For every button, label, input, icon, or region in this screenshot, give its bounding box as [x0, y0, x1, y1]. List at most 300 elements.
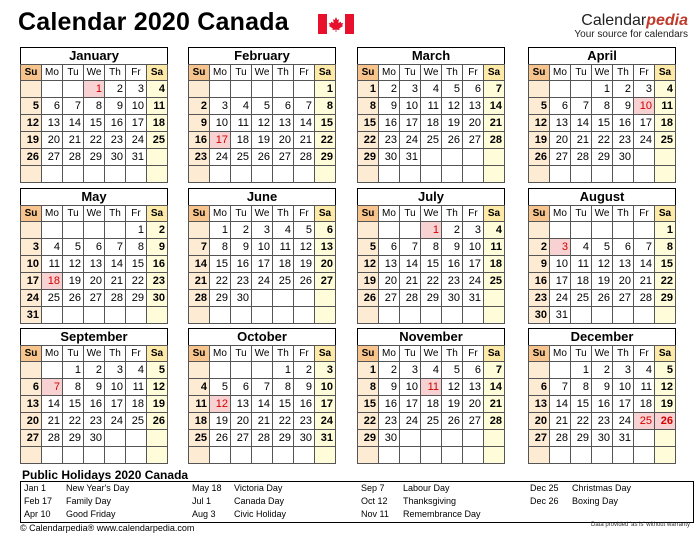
day-cell[interactable]: 22 — [210, 273, 231, 290]
day-cell[interactable]: 8 — [358, 379, 379, 396]
day-cell[interactable]: 24 — [550, 290, 571, 307]
day-cell[interactable]: 5 — [655, 362, 676, 379]
day-cell[interactable]: 4 — [231, 98, 252, 115]
day-cell[interactable]: 3 — [550, 239, 571, 256]
day-cell[interactable]: 8 — [126, 239, 147, 256]
day-cell[interactable]: 16 — [147, 256, 168, 273]
day-cell[interactable]: 2 — [189, 98, 210, 115]
day-cell[interactable]: 17 — [210, 132, 231, 149]
day-cell[interactable]: 24 — [210, 149, 231, 166]
day-cell[interactable]: 16 — [379, 396, 400, 413]
day-cell[interactable]: 24 — [613, 413, 634, 430]
day-cell[interactable]: 13 — [529, 396, 550, 413]
day-cell[interactable]: 24 — [252, 273, 273, 290]
day-cell[interactable]: 23 — [529, 290, 550, 307]
day-cell[interactable]: 18 — [126, 396, 147, 413]
day-cell[interactable]: 20 — [84, 273, 105, 290]
day-cell[interactable]: 27 — [21, 430, 42, 447]
day-cell[interactable]: 16 — [442, 256, 463, 273]
day-cell[interactable]: 5 — [442, 362, 463, 379]
day-cell[interactable]: 13 — [379, 256, 400, 273]
day-cell[interactable]: 6 — [550, 98, 571, 115]
day-cell[interactable]: 23 — [231, 273, 252, 290]
day-cell[interactable]: 15 — [84, 115, 105, 132]
day-cell[interactable]: 13 — [21, 396, 42, 413]
day-cell[interactable]: 12 — [655, 379, 676, 396]
day-cell[interactable]: 26 — [529, 149, 550, 166]
day-cell[interactable]: 2 — [379, 362, 400, 379]
day-cell[interactable]: 31 — [550, 307, 571, 324]
day-cell[interactable]: 22 — [592, 132, 613, 149]
day-cell[interactable]: 5 — [294, 222, 315, 239]
day-cell[interactable]: 2 — [442, 222, 463, 239]
day-cell[interactable]: 7 — [550, 379, 571, 396]
day-cell[interactable]: 13 — [613, 256, 634, 273]
day-cell[interactable]: 29 — [571, 430, 592, 447]
day-cell[interactable]: 30 — [379, 149, 400, 166]
day-cell[interactable]: 23 — [442, 273, 463, 290]
day-cell[interactable]: 27 — [231, 430, 252, 447]
day-cell[interactable]: 5 — [210, 379, 231, 396]
day-cell[interactable]: 1 — [358, 81, 379, 98]
day-cell[interactable]: 7 — [63, 98, 84, 115]
day-cell[interactable]: 23 — [379, 132, 400, 149]
day-cell[interactable]: 8 — [63, 379, 84, 396]
day-cell[interactable]: 10 — [550, 256, 571, 273]
day-cell[interactable]: 27 — [463, 132, 484, 149]
day-cell[interactable]: 18 — [634, 396, 655, 413]
day-cell[interactable]: 10 — [400, 98, 421, 115]
day-cell[interactable]: 23 — [189, 149, 210, 166]
day-cell[interactable]: 22 — [63, 413, 84, 430]
day-cell[interactable]: 1 — [210, 222, 231, 239]
day-cell[interactable]: 10 — [400, 379, 421, 396]
day-cell[interactable]: 10 — [105, 379, 126, 396]
day-cell[interactable]: 23 — [84, 413, 105, 430]
day-cell[interactable]: 21 — [550, 413, 571, 430]
day-cell[interactable]: 8 — [315, 98, 336, 115]
day-cell[interactable]: 23 — [592, 413, 613, 430]
day-cell[interactable]: 26 — [592, 290, 613, 307]
day-cell[interactable]: 24 — [315, 413, 336, 430]
day-cell[interactable]: 27 — [550, 149, 571, 166]
day-cell[interactable]: 20 — [463, 396, 484, 413]
day-cell[interactable]: 29 — [63, 430, 84, 447]
day-cell[interactable]: 19 — [147, 396, 168, 413]
day-cell[interactable]: 31 — [613, 430, 634, 447]
day-cell[interactable]: 12 — [147, 379, 168, 396]
day-cell[interactable]: 20 — [21, 413, 42, 430]
day-cell[interactable]: 20 — [315, 256, 336, 273]
day-cell[interactable]: 5 — [442, 81, 463, 98]
day-cell[interactable]: 21 — [63, 132, 84, 149]
day-cell[interactable]: 4 — [634, 362, 655, 379]
day-cell[interactable]: 9 — [379, 379, 400, 396]
day-cell[interactable]: 15 — [273, 396, 294, 413]
day-cell[interactable]: 28 — [189, 290, 210, 307]
day-cell[interactable]: 21 — [42, 413, 63, 430]
day-cell[interactable]: 12 — [210, 396, 231, 413]
day-cell[interactable]: 14 — [400, 256, 421, 273]
day-cell[interactable]: 30 — [84, 430, 105, 447]
day-cell[interactable]: 25 — [189, 430, 210, 447]
day-cell[interactable]: 20 — [379, 273, 400, 290]
day-cell[interactable]: 2 — [105, 81, 126, 98]
day-cell[interactable]: 17 — [105, 396, 126, 413]
day-cell[interactable]: 8 — [571, 379, 592, 396]
day-cell[interactable]: 30 — [147, 290, 168, 307]
day-cell[interactable]: 18 — [571, 273, 592, 290]
day-cell[interactable]: 22 — [421, 273, 442, 290]
day-cell[interactable]: 22 — [273, 413, 294, 430]
day-cell[interactable]: 30 — [105, 149, 126, 166]
day-cell[interactable]: 11 — [189, 396, 210, 413]
day-cell[interactable]: 6 — [231, 379, 252, 396]
day-cell[interactable]: 30 — [592, 430, 613, 447]
day-cell[interactable]: 29 — [358, 430, 379, 447]
day-cell[interactable]: 28 — [634, 290, 655, 307]
day-cell[interactable]: 7 — [42, 379, 63, 396]
day-cell[interactable]: 10 — [634, 98, 655, 115]
day-cell[interactable]: 4 — [421, 81, 442, 98]
day-cell[interactable]: 15 — [315, 115, 336, 132]
day-cell[interactable]: 6 — [315, 222, 336, 239]
day-cell[interactable]: 5 — [592, 239, 613, 256]
day-cell[interactable]: 16 — [105, 115, 126, 132]
day-cell[interactable]: 3 — [105, 362, 126, 379]
day-cell[interactable]: 4 — [42, 239, 63, 256]
day-cell[interactable]: 9 — [189, 115, 210, 132]
day-cell[interactable]: 21 — [634, 273, 655, 290]
day-cell[interactable]: 11 — [634, 379, 655, 396]
day-cell[interactable]: 29 — [210, 290, 231, 307]
day-cell[interactable]: 9 — [105, 98, 126, 115]
day-cell[interactable]: 30 — [529, 307, 550, 324]
day-cell[interactable]: 17 — [634, 115, 655, 132]
day-cell[interactable]: 9 — [529, 256, 550, 273]
day-cell[interactable]: 27 — [84, 290, 105, 307]
day-cell[interactable]: 7 — [571, 98, 592, 115]
day-cell[interactable]: 6 — [463, 81, 484, 98]
day-cell[interactable]: 26 — [252, 149, 273, 166]
day-cell[interactable]: 14 — [294, 115, 315, 132]
day-cell[interactable]: 26 — [442, 132, 463, 149]
day-cell[interactable]: 1 — [273, 362, 294, 379]
day-cell[interactable]: 5 — [63, 239, 84, 256]
day-cell[interactable]: 29 — [421, 290, 442, 307]
day-cell[interactable]: 1 — [592, 81, 613, 98]
day-cell[interactable]: 28 — [63, 149, 84, 166]
day-cell[interactable]: 8 — [84, 98, 105, 115]
day-cell[interactable]: 1 — [655, 222, 676, 239]
day-cell[interactable]: 13 — [315, 239, 336, 256]
day-cell[interactable]: 24 — [634, 132, 655, 149]
day-cell[interactable]: 25 — [273, 273, 294, 290]
day-cell[interactable]: 19 — [655, 396, 676, 413]
day-cell[interactable]: 30 — [294, 430, 315, 447]
day-cell[interactable]: 21 — [400, 273, 421, 290]
day-cell[interactable]: 26 — [147, 413, 168, 430]
day-cell[interactable]: 17 — [550, 273, 571, 290]
day-cell[interactable]: 10 — [613, 379, 634, 396]
day-cell[interactable]: 18 — [189, 413, 210, 430]
day-cell[interactable]: 12 — [358, 256, 379, 273]
day-cell[interactable]: 9 — [294, 379, 315, 396]
day-cell[interactable]: 4 — [484, 222, 505, 239]
day-cell[interactable]: 15 — [655, 256, 676, 273]
day-cell[interactable]: 21 — [484, 115, 505, 132]
day-cell[interactable]: 25 — [42, 290, 63, 307]
day-cell[interactable]: 30 — [379, 430, 400, 447]
day-cell[interactable]: 19 — [529, 132, 550, 149]
day-cell[interactable]: 12 — [21, 115, 42, 132]
day-cell[interactable]: 31 — [463, 290, 484, 307]
day-cell[interactable]: 18 — [231, 132, 252, 149]
day-cell[interactable]: 26 — [358, 290, 379, 307]
day-cell[interactable]: 13 — [550, 115, 571, 132]
day-cell[interactable]: 28 — [252, 430, 273, 447]
day-cell[interactable]: 10 — [126, 98, 147, 115]
day-cell[interactable]: 18 — [484, 256, 505, 273]
day-cell[interactable]: 15 — [63, 396, 84, 413]
day-cell[interactable]: 3 — [126, 81, 147, 98]
day-cell[interactable]: 13 — [273, 115, 294, 132]
day-cell[interactable]: 22 — [84, 132, 105, 149]
day-cell[interactable]: 4 — [655, 81, 676, 98]
day-cell[interactable]: 21 — [484, 396, 505, 413]
day-cell[interactable]: 12 — [592, 256, 613, 273]
day-cell[interactable]: 11 — [126, 379, 147, 396]
day-cell[interactable]: 16 — [189, 132, 210, 149]
day-cell[interactable]: 1 — [126, 222, 147, 239]
day-cell[interactable]: 28 — [42, 430, 63, 447]
day-cell[interactable]: 7 — [400, 239, 421, 256]
day-cell[interactable]: 3 — [400, 362, 421, 379]
day-cell[interactable]: 18 — [655, 115, 676, 132]
day-cell[interactable]: 23 — [105, 132, 126, 149]
day-cell[interactable]: 22 — [358, 132, 379, 149]
day-cell[interactable]: 6 — [613, 239, 634, 256]
day-cell[interactable]: 19 — [63, 273, 84, 290]
day-cell[interactable]: 31 — [315, 430, 336, 447]
day-cell[interactable]: 24 — [400, 413, 421, 430]
day-cell[interactable]: 22 — [315, 132, 336, 149]
day-cell[interactable]: 13 — [463, 98, 484, 115]
day-cell[interactable]: 16 — [294, 396, 315, 413]
day-cell[interactable]: 27 — [613, 290, 634, 307]
day-cell[interactable]: 24 — [126, 132, 147, 149]
day-cell[interactable]: 9 — [379, 98, 400, 115]
day-cell[interactable]: 2 — [147, 222, 168, 239]
day-cell[interactable]: 24 — [21, 290, 42, 307]
day-cell[interactable]: 24 — [463, 273, 484, 290]
day-cell[interactable]: 3 — [210, 98, 231, 115]
day-cell[interactable]: 13 — [84, 256, 105, 273]
day-cell[interactable]: 28 — [294, 149, 315, 166]
day-cell[interactable]: 12 — [442, 379, 463, 396]
day-cell[interactable]: 28 — [484, 413, 505, 430]
day-cell[interactable]: 25 — [655, 132, 676, 149]
day-cell[interactable]: 15 — [421, 256, 442, 273]
day-cell[interactable]: 5 — [147, 362, 168, 379]
day-cell[interactable]: 8 — [210, 239, 231, 256]
day-cell[interactable]: 19 — [210, 413, 231, 430]
day-cell[interactable]: 31 — [21, 307, 42, 324]
day-cell[interactable]: 7 — [189, 239, 210, 256]
day-cell[interactable]: 14 — [252, 396, 273, 413]
day-cell[interactable]: 14 — [484, 98, 505, 115]
day-cell[interactable]: 25 — [634, 413, 655, 430]
day-cell[interactable]: 7 — [634, 239, 655, 256]
day-cell[interactable]: 7 — [294, 98, 315, 115]
day-cell[interactable]: 17 — [21, 273, 42, 290]
day-cell[interactable]: 3 — [463, 222, 484, 239]
day-cell[interactable]: 2 — [84, 362, 105, 379]
day-cell[interactable]: 22 — [358, 413, 379, 430]
day-cell[interactable]: 26 — [294, 273, 315, 290]
day-cell[interactable]: 11 — [273, 239, 294, 256]
day-cell[interactable]: 10 — [252, 239, 273, 256]
day-cell[interactable]: 16 — [84, 396, 105, 413]
day-cell[interactable]: 16 — [529, 273, 550, 290]
day-cell[interactable]: 23 — [379, 413, 400, 430]
day-cell[interactable]: 8 — [421, 239, 442, 256]
day-cell[interactable]: 20 — [42, 132, 63, 149]
day-cell[interactable]: 29 — [315, 149, 336, 166]
day-cell[interactable]: 18 — [421, 396, 442, 413]
day-cell[interactable]: 1 — [84, 81, 105, 98]
day-cell[interactable]: 20 — [613, 273, 634, 290]
day-cell[interactable]: 26 — [655, 413, 676, 430]
day-cell[interactable]: 29 — [84, 149, 105, 166]
day-cell[interactable]: 2 — [231, 222, 252, 239]
day-cell[interactable]: 28 — [105, 290, 126, 307]
day-cell[interactable]: 11 — [421, 379, 442, 396]
day-cell[interactable]: 9 — [84, 379, 105, 396]
day-cell[interactable]: 4 — [189, 379, 210, 396]
day-cell[interactable]: 25 — [571, 290, 592, 307]
day-cell[interactable]: 12 — [442, 98, 463, 115]
day-cell[interactable]: 14 — [484, 379, 505, 396]
day-cell[interactable]: 29 — [126, 290, 147, 307]
day-cell[interactable]: 25 — [126, 413, 147, 430]
day-cell[interactable]: 14 — [634, 256, 655, 273]
day-cell[interactable]: 28 — [571, 149, 592, 166]
day-cell[interactable]: 25 — [231, 149, 252, 166]
day-cell[interactable]: 18 — [273, 256, 294, 273]
day-cell[interactable]: 3 — [315, 362, 336, 379]
day-cell[interactable]: 10 — [315, 379, 336, 396]
day-cell[interactable]: 30 — [442, 290, 463, 307]
day-cell[interactable]: 6 — [379, 239, 400, 256]
day-cell[interactable]: 5 — [529, 98, 550, 115]
day-cell[interactable]: 1 — [421, 222, 442, 239]
day-cell[interactable]: 29 — [655, 290, 676, 307]
day-cell[interactable]: 10 — [463, 239, 484, 256]
day-cell[interactable]: 31 — [400, 149, 421, 166]
day-cell[interactable]: 17 — [315, 396, 336, 413]
day-cell[interactable]: 13 — [42, 115, 63, 132]
day-cell[interactable]: 17 — [463, 256, 484, 273]
day-cell[interactable]: 24 — [400, 132, 421, 149]
day-cell[interactable]: 12 — [529, 115, 550, 132]
day-cell[interactable]: 20 — [273, 132, 294, 149]
day-cell[interactable]: 19 — [592, 273, 613, 290]
day-cell[interactable]: 3 — [400, 81, 421, 98]
day-cell[interactable]: 17 — [126, 115, 147, 132]
day-cell[interactable]: 6 — [21, 379, 42, 396]
day-cell[interactable]: 12 — [294, 239, 315, 256]
day-cell[interactable]: 10 — [210, 115, 231, 132]
day-cell[interactable]: 15 — [592, 115, 613, 132]
day-cell[interactable]: 7 — [252, 379, 273, 396]
day-cell[interactable]: 30 — [231, 290, 252, 307]
day-cell[interactable]: 18 — [147, 115, 168, 132]
day-cell[interactable]: 19 — [294, 256, 315, 273]
day-cell[interactable]: 3 — [21, 239, 42, 256]
day-cell[interactable]: 16 — [592, 396, 613, 413]
day-cell[interactable]: 8 — [592, 98, 613, 115]
day-cell[interactable]: 5 — [358, 239, 379, 256]
day-cell[interactable]: 25 — [421, 132, 442, 149]
day-cell[interactable]: 14 — [42, 396, 63, 413]
day-cell[interactable]: 9 — [613, 98, 634, 115]
day-cell[interactable]: 22 — [571, 413, 592, 430]
day-cell[interactable]: 19 — [442, 396, 463, 413]
day-cell[interactable]: 21 — [105, 273, 126, 290]
day-cell[interactable]: 19 — [358, 273, 379, 290]
day-cell[interactable]: 20 — [529, 413, 550, 430]
day-cell[interactable]: 15 — [126, 256, 147, 273]
day-cell[interactable]: 11 — [655, 98, 676, 115]
day-cell[interactable]: 2 — [592, 362, 613, 379]
day-cell[interactable]: 2 — [379, 81, 400, 98]
day-cell[interactable]: 17 — [613, 396, 634, 413]
day-cell[interactable]: 15 — [571, 396, 592, 413]
day-cell[interactable]: 5 — [252, 98, 273, 115]
day-cell[interactable]: 18 — [421, 115, 442, 132]
day-cell[interactable]: 12 — [252, 115, 273, 132]
day-cell[interactable]: 3 — [613, 362, 634, 379]
day-cell[interactable]: 23 — [613, 132, 634, 149]
day-cell[interactable]: 29 — [358, 149, 379, 166]
day-cell[interactable]: 3 — [634, 81, 655, 98]
day-cell[interactable]: 11 — [231, 115, 252, 132]
day-cell[interactable]: 7 — [484, 81, 505, 98]
day-cell[interactable]: 12 — [63, 256, 84, 273]
day-cell[interactable]: 25 — [484, 273, 505, 290]
day-cell[interactable]: 8 — [273, 379, 294, 396]
day-cell[interactable]: 21 — [294, 132, 315, 149]
day-cell[interactable]: 4 — [571, 239, 592, 256]
day-cell[interactable]: 4 — [421, 362, 442, 379]
day-cell[interactable]: 19 — [442, 115, 463, 132]
day-cell[interactable]: 26 — [63, 290, 84, 307]
day-cell[interactable]: 25 — [147, 132, 168, 149]
day-cell[interactable]: 1 — [571, 362, 592, 379]
day-cell[interactable]: 27 — [42, 149, 63, 166]
day-cell[interactable]: 21 — [189, 273, 210, 290]
day-cell[interactable]: 9 — [442, 239, 463, 256]
day-cell[interactable]: 2 — [529, 239, 550, 256]
day-cell[interactable]: 13 — [463, 379, 484, 396]
day-cell[interactable]: 6 — [42, 98, 63, 115]
day-cell[interactable]: 16 — [379, 115, 400, 132]
day-cell[interactable]: 27 — [529, 430, 550, 447]
day-cell[interactable]: 21 — [571, 132, 592, 149]
day-cell[interactable]: 1 — [315, 81, 336, 98]
day-cell[interactable]: 11 — [42, 256, 63, 273]
